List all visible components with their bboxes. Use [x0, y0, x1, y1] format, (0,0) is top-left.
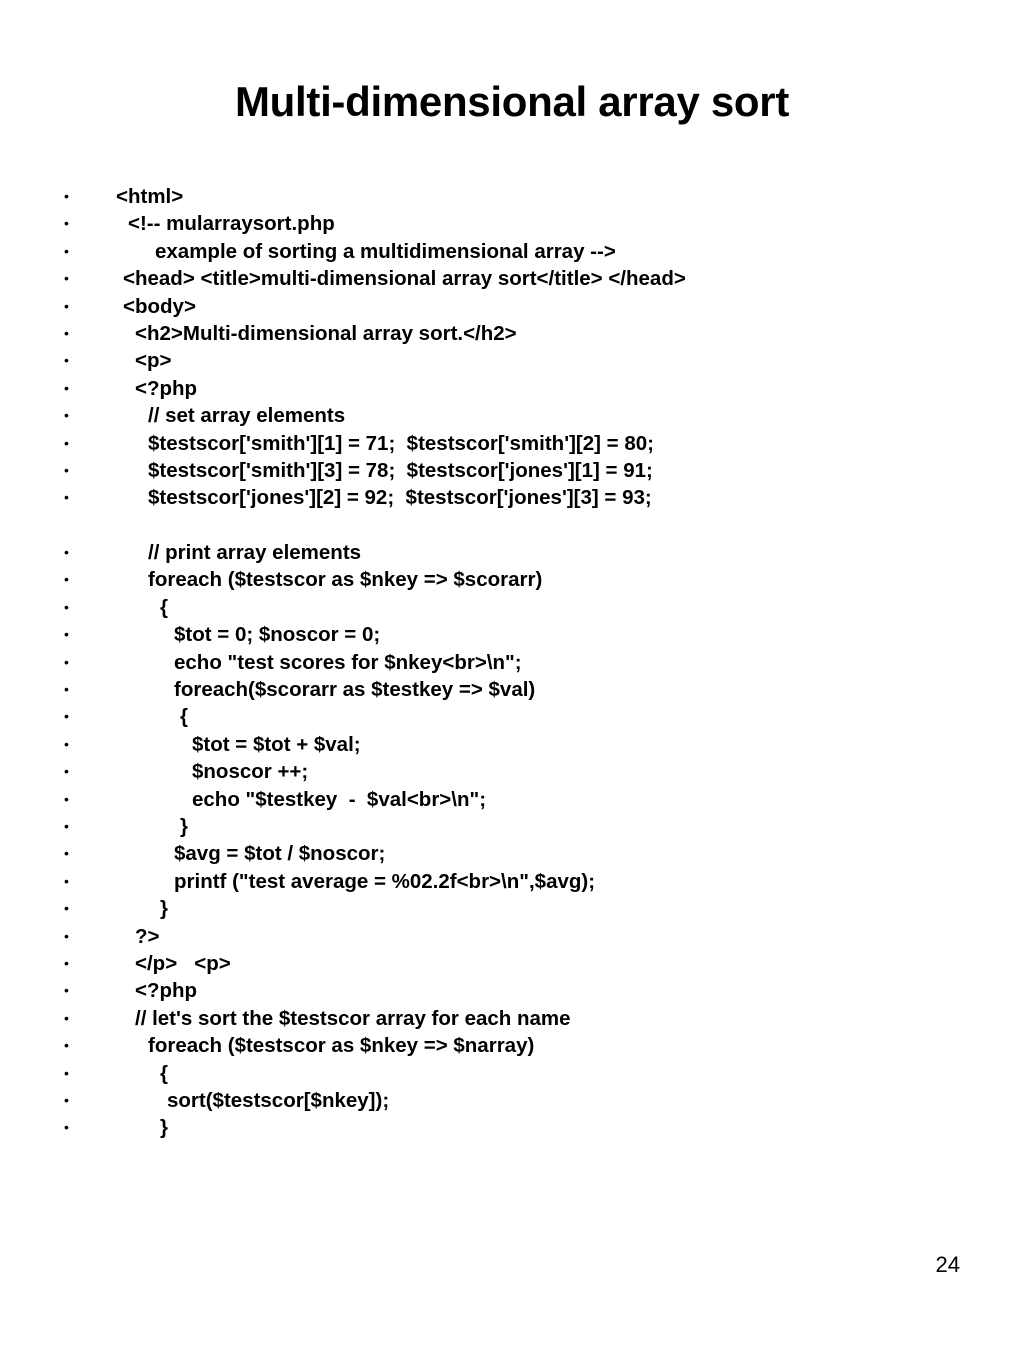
code-line-text: foreach ($testscor as $nkey => $scorarr) — [148, 568, 543, 592]
bullet-icon: • — [64, 954, 69, 971]
bullet-icon: • — [64, 763, 69, 780]
bullet-icon: • — [64, 845, 69, 862]
bullet-icon: • — [64, 188, 69, 204]
bullet-icon: • — [64, 1119, 69, 1136]
bullet-icon: • — [64, 872, 69, 889]
bullet-icon: • — [64, 489, 69, 506]
code-line-text: $testscor['smith'][3] = 78; $testscor['jones'][1] = 91; — [148, 458, 653, 482]
code-line-text: // set array elements — [148, 404, 346, 428]
code-line-text: } — [160, 1116, 168, 1140]
bullet-icon: • — [64, 708, 69, 725]
code-line-text: sort($testscor[$nkey]); — [167, 1088, 390, 1112]
code-line-text: <!-- mularraysort.php — [128, 212, 335, 236]
bullet-icon: • — [64, 324, 69, 341]
bullet-icon: • — [64, 681, 69, 698]
code-line-text: <html> — [116, 185, 184, 208]
code-line-text: example of sorting a multidimensional array --> — [155, 239, 616, 263]
code-line-text: foreach($scorarr as $testkey => $val) — [174, 678, 536, 702]
code-line-text: { — [160, 1061, 168, 1085]
bullet-icon: • — [64, 297, 69, 314]
bullet-icon: • — [64, 1037, 69, 1054]
bullet-icon: • — [64, 242, 69, 259]
code-line-text: <body> — [123, 294, 196, 318]
code-line-text: } — [160, 897, 168, 921]
code-line-text: $avg = $tot / $noscor; — [174, 842, 386, 866]
code-line-text: </p> <p> — [135, 951, 231, 975]
code-line-text: printf ("test average = %02.2f<br>\n",$avg); — [174, 869, 596, 893]
bullet-icon: • — [64, 352, 69, 369]
code-line-text: <?php — [135, 376, 198, 400]
bullet-icon: • — [64, 735, 69, 752]
bullet-icon: • — [64, 598, 69, 615]
code-line-text: $noscor ++; — [192, 760, 309, 784]
code-line-text: $tot = $tot + $val; — [192, 732, 361, 756]
code-line-text: echo "test scores for $nkey<br>\n"; — [174, 650, 522, 674]
code-line-text: foreach ($testscor as $nkey => $narray) — [148, 1034, 535, 1058]
code-line-text: <h2>Multi-dimensional array sort.</h2> — [135, 321, 517, 345]
code-line-text: <p> — [135, 349, 172, 373]
bullet-icon: • — [64, 379, 69, 396]
code-line-text: $testscor['jones'][2] = 92; $testscor['jones'][3] = 93; — [148, 486, 652, 510]
bullet-icon: • — [64, 434, 69, 451]
bullet-icon: • — [64, 900, 69, 917]
bullet-icon: • — [64, 571, 69, 588]
bullet-icon: • — [64, 982, 69, 999]
code-line-text: // let's sort the $testscor array for each name — [135, 1006, 571, 1030]
code-line-text: <?php — [135, 979, 198, 1003]
bullet-icon: • — [64, 461, 69, 478]
bullet-icon: • — [64, 544, 69, 561]
slide-page-number: 24 — [935, 1252, 960, 1277]
bullet-icon: • — [64, 790, 69, 807]
bullet-icon: • — [64, 1009, 69, 1026]
bullet-icon: • — [64, 1091, 69, 1108]
code-line-text: { — [180, 705, 188, 729]
bullet-icon: • — [64, 626, 69, 643]
bullet-icon: • — [64, 270, 69, 287]
bullet-icon: • — [64, 215, 69, 232]
bullet-icon: • — [64, 407, 69, 424]
bullet-icon: • — [64, 817, 69, 834]
bullet-icon: • — [64, 927, 69, 944]
code-line-text: <head> <title>multi-dimensional array sort</title> </head> — [123, 267, 686, 291]
code-line-text: $testscor['smith'][1] = 71; $testscor['smith'][2] = 80; — [148, 431, 654, 455]
slide-title: Multi-dimensional array sort — [234, 78, 790, 125]
code-line-text: ?> — [135, 924, 160, 948]
bullet-icon: • — [64, 653, 69, 670]
code-line-text: } — [180, 814, 188, 838]
code-line-text: $tot = 0; $noscor = 0; — [174, 623, 381, 647]
code-line-text: // print array elements — [148, 541, 362, 565]
code-line-text: { — [160, 595, 168, 619]
bullet-icon: • — [64, 1064, 69, 1081]
code-line-text: echo "$testkey - $val<br>\n"; — [192, 787, 487, 811]
